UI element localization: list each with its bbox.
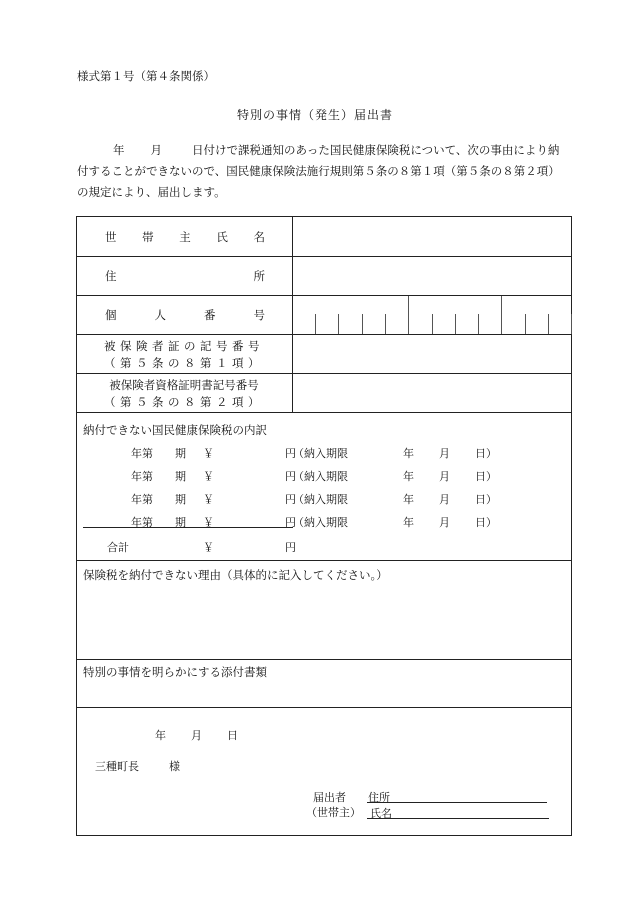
filer-sub-label: （世帯主） bbox=[306, 806, 361, 819]
address-field[interactable] bbox=[293, 257, 571, 295]
breakdown-row-yen: ￥ bbox=[203, 516, 214, 529]
form-number: 様式第１号（第４条関係） bbox=[77, 69, 215, 83]
addressee: 三種町長 bbox=[95, 760, 139, 773]
householder-name-field[interactable] bbox=[293, 217, 571, 256]
breakdown-row-en: 円 bbox=[285, 447, 296, 460]
breakdown-row-yen: ￥ bbox=[203, 493, 214, 506]
breakdown-row-y: 年 bbox=[403, 447, 414, 460]
filer-label: 届出者 bbox=[313, 791, 346, 804]
intro-line-2: 付することができないので、国民健康保険法施行規則第５条の８第１項（第５条の８第２項） bbox=[77, 164, 560, 178]
form-title: 特別の事情（発生）届出書 bbox=[236, 108, 393, 122]
filer-address-label: 住所 bbox=[368, 791, 390, 804]
notification-form-table bbox=[76, 216, 572, 836]
insurance-card-number-field[interactable] bbox=[293, 335, 571, 373]
digit-cell-divider bbox=[501, 296, 502, 334]
date-year: 年 bbox=[155, 729, 166, 742]
digit-cell-divider bbox=[571, 314, 572, 334]
breakdown-row-y: 年 bbox=[403, 516, 414, 529]
digit-cell-divider bbox=[432, 314, 433, 334]
breakdown-row-nen: 年第 bbox=[131, 447, 153, 460]
row-divider bbox=[77, 560, 571, 561]
row-divider bbox=[77, 412, 571, 413]
breakdown-row-ki: 期 bbox=[175, 470, 186, 483]
breakdown-row-nen: 年第 bbox=[131, 470, 153, 483]
breakdown-row-nen: 年第 bbox=[131, 493, 153, 506]
date-month: 月 bbox=[191, 729, 202, 742]
breakdown-row-m: 月 bbox=[439, 447, 450, 460]
individual-number-field[interactable] bbox=[293, 296, 571, 334]
row-divider bbox=[77, 659, 571, 660]
breakdown-underline bbox=[83, 527, 293, 528]
digit-cell-divider bbox=[455, 314, 456, 334]
digit-cell-divider bbox=[478, 314, 479, 334]
total-yen-symbol: ￥ bbox=[203, 541, 214, 554]
row-divider bbox=[77, 707, 571, 708]
breakdown-row-en: 円 bbox=[285, 470, 296, 483]
digit-cell-divider bbox=[548, 314, 549, 334]
breakdown-row-ki: 期 bbox=[175, 493, 186, 506]
breakdown-row-d: 日） bbox=[475, 516, 497, 529]
breakdown-row-due: （納入期限 bbox=[293, 447, 348, 460]
householder-name-label: 世 帯 主 氏 名 bbox=[105, 230, 265, 244]
breakdown-row-due: （納入期限 bbox=[293, 493, 348, 506]
qualification-certificate-label: 被保険者資格証明書記号番号 （第５条の８第２項） bbox=[104, 378, 264, 409]
breakdown-row-ki: 期 bbox=[175, 516, 186, 529]
breakdown-row-m: 月 bbox=[439, 516, 450, 529]
breakdown-heading: 納付できない国民健康保険税の内訳 bbox=[83, 423, 267, 437]
breakdown-row-nen: 年第 bbox=[131, 516, 153, 529]
digit-cell-divider bbox=[315, 314, 316, 334]
breakdown-row-due: （納入期限 bbox=[293, 516, 348, 529]
breakdown-row-m: 月 bbox=[439, 470, 450, 483]
attachment-field[interactable] bbox=[77, 679, 571, 707]
reason-label: 保険税を納付できない理由（具体的に記入してください。） bbox=[83, 568, 388, 582]
breakdown-row-en: 円 bbox=[285, 516, 296, 529]
individual-number-label: 個 人 番 号 bbox=[105, 308, 265, 322]
reason-field[interactable] bbox=[77, 583, 571, 659]
breakdown-row-yen: ￥ bbox=[203, 447, 214, 460]
digit-cell-divider bbox=[408, 296, 409, 334]
breakdown-row-d: 日） bbox=[475, 470, 497, 483]
breakdown-row-ki: 期 bbox=[175, 447, 186, 460]
digit-cell-divider bbox=[338, 314, 339, 334]
total-en: 円 bbox=[285, 541, 296, 554]
breakdown-row-y: 年 bbox=[403, 493, 414, 506]
breakdown-row-yen: ￥ bbox=[203, 470, 214, 483]
breakdown-row-en: 円 bbox=[285, 493, 296, 506]
addressee-honorific: 様 bbox=[169, 760, 180, 773]
filer-name-line[interactable] bbox=[367, 818, 549, 819]
attachment-label: 特別の事情を明らかにする添付書類 bbox=[83, 665, 267, 679]
breakdown-row-d: 日） bbox=[475, 447, 497, 460]
intro-line-1: 年 月 日付けで課税通知のあった国民健康保険税について、次の事由により納 bbox=[113, 143, 560, 157]
filer-name-label: 氏名 bbox=[370, 807, 392, 820]
intro-text bbox=[77, 140, 569, 203]
qualification-certificate-number-field[interactable] bbox=[293, 374, 571, 412]
date-day: 日 bbox=[227, 729, 238, 742]
address-label: 住 所 bbox=[105, 269, 265, 283]
filer-address-line[interactable] bbox=[367, 802, 547, 803]
insurance-card-label: 被保険者証の記号番号 （第５条の８第１項） bbox=[104, 339, 264, 370]
digit-cell-divider bbox=[362, 314, 363, 334]
breakdown-row-y: 年 bbox=[403, 470, 414, 483]
breakdown-row-due: （納入期限 bbox=[293, 470, 348, 483]
digit-cell-divider bbox=[385, 314, 386, 334]
total-label: 合計 bbox=[107, 541, 129, 554]
digit-cell-divider bbox=[525, 314, 526, 334]
breakdown-row-d: 日） bbox=[475, 493, 497, 506]
intro-line-3: の規定により、届出します。 bbox=[77, 185, 226, 199]
breakdown-row-m: 月 bbox=[439, 493, 450, 506]
